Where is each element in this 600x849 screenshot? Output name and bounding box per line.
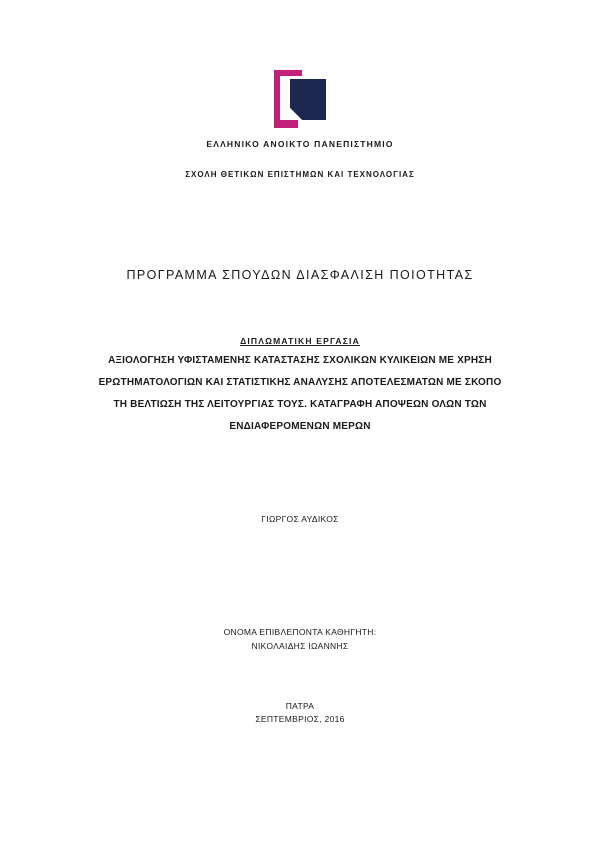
thesis-title-line: ΕΡΩΤΗΜΑΤΟΛΟΓΙΩΝ ΚΑΙ ΣΤΑΤΙΣΤΙΚΗΣ ΑΝΑΛΥΣΗΣ ΑΠΟΤΕΛΕΣΜΑΤΩΝ ΜΕ ΣΚΟΠΟ [98,377,502,388]
thesis-title-line: ΑΞΙΟΛΟΓΗΣΗ ΥΦΙΣΤΑΜΕΝΗΣ ΚΑΤΑΣΤΑΣΗΣ ΣΧΟΛΙΚΩΝ ΚΥΛΙΚΕΙΩΝ ΜΕ ΧΡΗΣΗ [108,355,492,366]
city: ΠΑΤΡΑ [285,701,315,711]
university-logo [274,70,328,128]
author-name: ΓΙΩΡΓΟΣ ΑΥΔΙΚΟΣ [261,514,339,524]
thesis-title [0,350,600,438]
program-title: ΠΡΟΓΡΑΜΜΑ ΣΠΟΥΔΩΝ ΔΙΑΣΦΑΛΙΣΗ ΠΟΙΟΤΗΤΑΣ [126,268,474,282]
thesis-title-line: ΕΝΔΙΑΦΕΡΟΜΕΝΩΝ ΜΕΡΩΝ [229,421,371,432]
supervisor-label: ΟΝΟΜΑ ΕΠΙΒΛΕΠΟΝΤΑ ΚΑΘΗΓΗΤΗ: [223,627,377,637]
date: ΣΕΠΤΕΜΒΡΙΟΣ, 2016 [255,714,345,724]
thesis-title-line: ΤΗ ΒΕΛΤΙΩΣΗ ΤΗΣ ΛΕΙΤΟΥΡΓΙΑΣ ΤΟΥΣ. ΚΑΤΑΓΡΑΦΗ ΑΠΟΨΕΩΝ ΟΛΩΝ ΤΩΝ [113,399,487,410]
school-name: ΣΧΟΛΗ ΘΕΤΙΚΩΝ ΕΠΙΣΤΗΜΩΝ ΚΑΙ ΤΕΧΝΟΛΟΓΙΑΣ [185,170,415,179]
thesis-label: ΔΙΠΛΩΜΑΤΙΚΗ ΕΡΓΑΣΙΑ [240,336,360,346]
supervisor-name: ΝΙΚΟΛΑΙΔΗΣ ΙΩΑΝΝΗΣ [251,641,349,651]
university-name: ΕΛΛΗΝΙΚΟ ΑΝΟΙΚΤΟ ΠΑΝΕΠΙΣΤΗΜΙΟ [206,139,394,149]
